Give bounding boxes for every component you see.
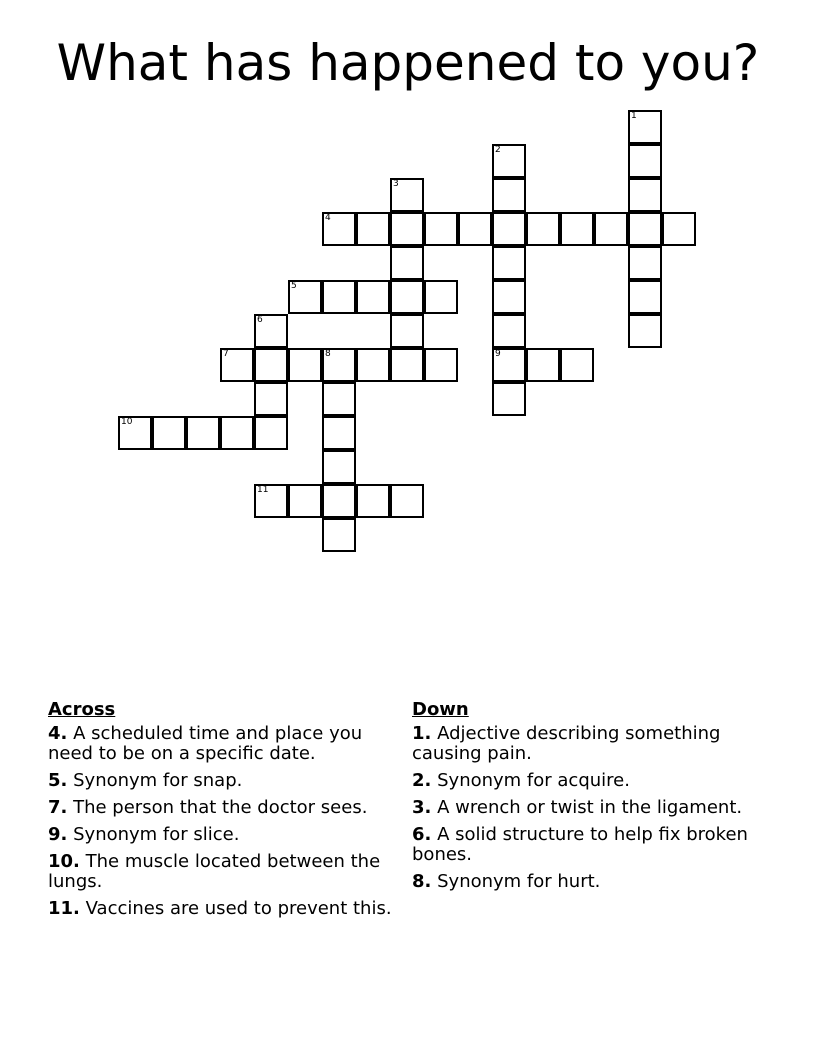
clue-number: 11. <box>48 898 80 919</box>
grid-cell[interactable] <box>628 178 662 212</box>
clue-text: A solid structure to help fix broken bones. <box>412 824 748 865</box>
clue-number-label: 2 <box>495 145 501 155</box>
grid-cell[interactable] <box>356 484 390 518</box>
clue-number-label: 6 <box>257 315 263 325</box>
grid-cell[interactable] <box>322 382 356 416</box>
clue-text: Synonym for slice. <box>73 824 240 845</box>
grid-cell[interactable] <box>322 518 356 552</box>
clue-text: Vaccines are used to prevent this. <box>85 898 392 919</box>
clue-text: Synonym for snap. <box>73 770 243 791</box>
grid-cell[interactable] <box>492 178 526 212</box>
grid-cell[interactable] <box>322 348 356 382</box>
grid-cell[interactable] <box>492 314 526 348</box>
grid-cell[interactable] <box>220 416 254 450</box>
across-heading: Across <box>48 699 116 720</box>
grid-cell[interactable] <box>254 484 288 518</box>
clue-down-2 <box>412 771 762 791</box>
grid-cell[interactable] <box>322 416 356 450</box>
clue-number-label: 5 <box>291 281 297 291</box>
down-clues <box>412 700 762 899</box>
clue-text: The muscle located between the lungs. <box>48 851 381 892</box>
grid-cell[interactable] <box>254 348 288 382</box>
grid-cell[interactable] <box>288 280 322 314</box>
grid-cell[interactable] <box>560 348 594 382</box>
clue-across-10 <box>48 852 398 892</box>
clue-number: 7. <box>48 797 68 818</box>
clue-number-label: 8 <box>325 349 331 359</box>
clue-number-label: 10 <box>121 417 133 427</box>
grid-cell[interactable] <box>628 212 662 246</box>
clue-number: 6. <box>412 824 432 845</box>
clue-number: 1. <box>412 723 432 744</box>
grid-cell[interactable] <box>356 212 390 246</box>
grid-cell[interactable] <box>390 314 424 348</box>
clue-number-label: 9 <box>495 349 501 359</box>
clue-across-9 <box>48 825 398 845</box>
grid-cell[interactable] <box>526 212 560 246</box>
grid-cell[interactable] <box>628 314 662 348</box>
clue-down-8 <box>412 872 762 892</box>
grid-cell[interactable] <box>492 382 526 416</box>
clue-across-4 <box>48 724 398 764</box>
grid-cell[interactable] <box>390 280 424 314</box>
clue-text: Synonym for acquire. <box>437 770 630 791</box>
grid-cell[interactable] <box>628 110 662 144</box>
grid-cell[interactable] <box>118 416 152 450</box>
grid-cell[interactable] <box>322 212 356 246</box>
grid-cell[interactable] <box>254 416 288 450</box>
grid-cell[interactable] <box>322 280 356 314</box>
clue-text: Adjective describing something causing pain. <box>412 723 721 764</box>
grid-cell[interactable] <box>288 348 322 382</box>
grid-cell[interactable] <box>254 314 288 348</box>
grid-cell[interactable] <box>594 212 628 246</box>
grid-cell[interactable] <box>322 484 356 518</box>
grid-cell[interactable] <box>492 212 526 246</box>
grid-cell[interactable] <box>628 280 662 314</box>
grid-cell[interactable] <box>424 212 458 246</box>
grid-cell[interactable] <box>390 348 424 382</box>
clue-number: 9. <box>48 824 68 845</box>
down-heading: Down <box>412 699 469 720</box>
clue-down-6 <box>412 825 762 865</box>
grid-cell[interactable] <box>356 280 390 314</box>
clue-number: 10. <box>48 851 80 872</box>
grid-cell[interactable] <box>662 212 696 246</box>
clue-number: 4. <box>48 723 68 744</box>
grid-cell[interactable] <box>628 246 662 280</box>
grid-cell[interactable] <box>390 212 424 246</box>
grid-cell[interactable] <box>254 382 288 416</box>
clue-down-1 <box>412 724 762 764</box>
clue-number: 5. <box>48 770 68 791</box>
clue-text: A wrench or twist in the ligament. <box>437 797 743 818</box>
clue-number-label: 4 <box>325 213 331 223</box>
clue-down-3 <box>412 798 762 818</box>
grid-cell[interactable] <box>492 144 526 178</box>
grid-cell[interactable] <box>288 484 322 518</box>
grid-cell[interactable] <box>220 348 254 382</box>
grid-cell[interactable] <box>424 280 458 314</box>
puzzle-title: What has happened to you? <box>56 34 760 92</box>
clue-text: A scheduled time and place you need to be on a specific date. <box>48 723 363 764</box>
grid-cell[interactable] <box>526 348 560 382</box>
clue-across-11 <box>48 899 398 919</box>
grid-cell[interactable] <box>492 280 526 314</box>
grid-cell[interactable] <box>424 348 458 382</box>
clue-number: 3. <box>412 797 432 818</box>
grid-cell[interactable] <box>492 348 526 382</box>
grid-cell[interactable] <box>458 212 492 246</box>
grid-cell[interactable] <box>628 144 662 178</box>
clue-number-label: 1 <box>631 111 637 121</box>
grid-cell[interactable] <box>492 246 526 280</box>
clue-number: 8. <box>412 871 432 892</box>
clue-number-label: 7 <box>223 349 229 359</box>
grid-cell[interactable] <box>356 348 390 382</box>
across-clues <box>48 700 398 926</box>
clue-text: The person that the doctor sees. <box>73 797 368 818</box>
grid-cell[interactable] <box>152 416 186 450</box>
clue-number: 2. <box>412 770 432 791</box>
clue-across-7 <box>48 798 398 818</box>
clue-number-label: 11 <box>257 485 269 495</box>
grid-cell[interactable] <box>322 450 356 484</box>
grid-cell[interactable] <box>186 416 220 450</box>
grid-cell[interactable] <box>390 246 424 280</box>
grid-cell[interactable] <box>560 212 594 246</box>
clue-text: Synonym for hurt. <box>437 871 601 892</box>
grid-cell[interactable] <box>390 178 424 212</box>
clue-number-label: 3 <box>393 179 399 189</box>
grid-cell[interactable] <box>390 484 424 518</box>
clue-across-5 <box>48 771 398 791</box>
